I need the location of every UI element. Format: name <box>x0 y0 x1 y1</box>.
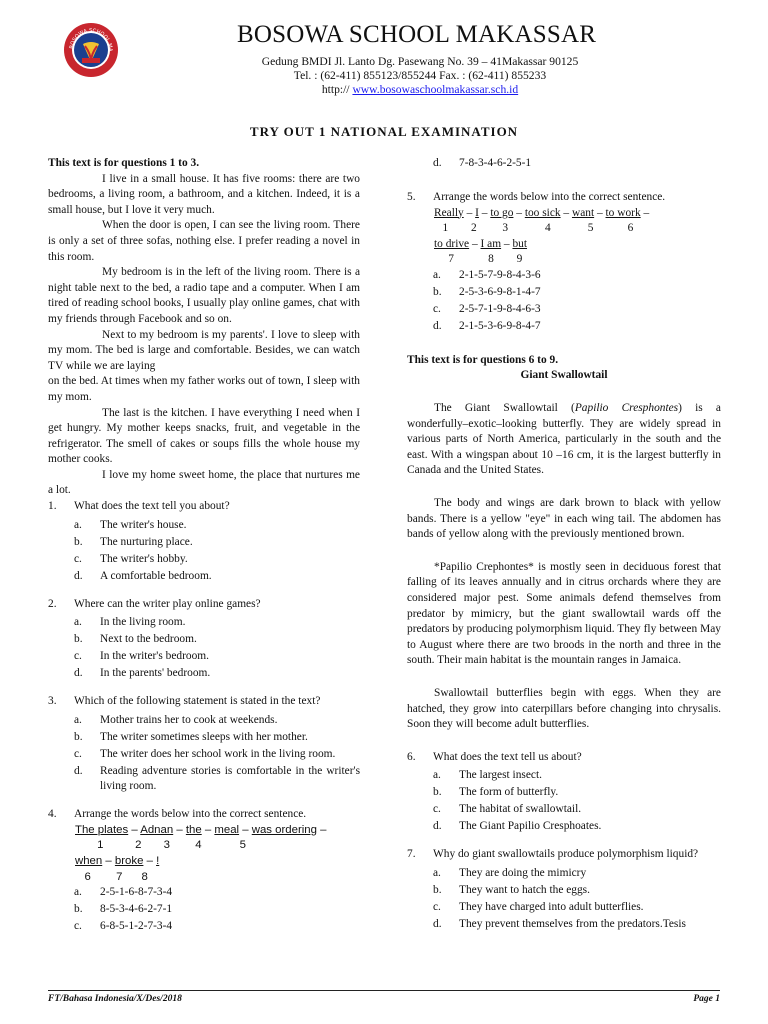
option[interactable]: b. The form of butterfly. <box>433 786 559 799</box>
option[interactable]: c. The writer does her school work in the living room. <box>74 747 336 760</box>
footer-divider <box>48 990 720 991</box>
page-number: Page 1 <box>693 994 720 1004</box>
option[interactable]: a. 2-1-5-7-9-8-4-3-6 <box>433 268 541 281</box>
option[interactable]: d. 7-8-3-4-6-2-5-1 <box>433 157 532 169</box>
question-1: 1. What does the text tell you about? <box>48 500 230 513</box>
logo-text: BOSOWA SCHOOL MA <box>68 27 114 52</box>
paragraph: When the door is open, I can see the living room. There is only a set of three sofas, nothing else. I prefer reading a novel in this room. <box>48 219 360 263</box>
option[interactable]: b. The writer sometimes sleeps with her mother. <box>74 730 308 743</box>
option[interactable]: a. They are doing the mimicry <box>433 866 587 879</box>
option[interactable]: b. The nurturing place. <box>74 535 193 548</box>
option[interactable]: b. 8-5-3-4-6-2-7-1 <box>74 903 173 916</box>
option[interactable]: a. The writer's house. <box>74 518 187 531</box>
options-q7 <box>433 866 721 933</box>
option[interactable]: b. Next to the bedroom. <box>74 633 197 646</box>
paragraph: My bedroom is in the left of the living room. There is a night table next to the bed, a radio tape and a computer. When I am tired of reading school books, I usually play online games, chat with my friends through Facebook and so on. <box>48 266 360 325</box>
question-5: 5. Arrange the words below into the correct sentence. <box>407 190 666 203</box>
word-row-2: to drive – I am – but <box>434 237 528 250</box>
option[interactable]: a. 2-5-1-6-8-7-3-4 <box>74 886 173 899</box>
paragraph: Swallowtail butterflies begin with eggs. When they are hatched, they grow into caterpillars before changing into chrysalis. Soon they will become adult butterflies. <box>407 686 721 731</box>
paragraph: Next to my bedroom is my parents'. I love to sleep with my mom. The bed is large and comfortable. Besides, we can watch TV while we are laying <box>48 328 360 372</box>
address-line-1: Gedung BMDI Jl. Lanto Dg. Pasewang No. 39 – 41Makassar 90125 <box>261 55 579 68</box>
options-q1 <box>74 518 360 585</box>
footer-code: FT/Bahasa Indonesia/X/Des/2018 <box>48 994 182 1004</box>
question-4: 4. Arrange the words below into the correct sentence. <box>48 808 307 821</box>
text-intro-2: This text is for questions 6 to 9. <box>407 353 559 366</box>
exam-title: TRY OUT 1 NATIONAL EXAMINATION <box>249 124 519 139</box>
paragraph: The last is the kitchen. I have everything I need when I get hungry. My mother keeps snacks, fruit, and vegetable in the refrigerator. The smell of cakes or soups fills the whole house my mother cooks. <box>48 406 360 466</box>
options-q4-cont <box>433 156 721 172</box>
options-q4 <box>74 885 360 935</box>
paragraph: on the bed. At times when my father works out of town, I sleep with my mom. <box>48 375 360 403</box>
option[interactable]: c. 2-5-7-1-9-8-4-6-3 <box>433 302 541 315</box>
option[interactable]: d. They prevent themselves from the predators.Tesis <box>433 917 686 930</box>
option[interactable]: d. In the parents' bedroom. <box>74 667 211 680</box>
website-line <box>150 82 690 97</box>
word-numbers-1: 1 2 3 4 5 <box>75 839 246 852</box>
school-name: BOSOWA SCHOOL MAKASSAR <box>237 21 597 48</box>
option[interactable]: c. They have charged into adult butterflies. <box>433 900 644 913</box>
option[interactable]: c. 6-8-5-1-2-7-3-4 <box>74 920 173 933</box>
option[interactable]: a. In the living room. <box>74 616 186 629</box>
left-column <box>48 156 360 936</box>
word-numbers-2: 7 8 9 <box>434 253 523 266</box>
paragraph: The body and wings are dark brown to black with yellow bands. There is a yellow "eye" in each wing tail. The abdomen has bands of yellow along with the previously mentioned brown. <box>407 497 721 541</box>
option[interactable]: b. 2-5-3-6-9-8-1-4-7 <box>433 285 541 298</box>
option[interactable]: d. A comfortable bedroom. <box>74 569 212 582</box>
question-6: 6. What does the text tell us about? <box>407 750 582 763</box>
web-prefix: http:// <box>321 83 350 96</box>
paragraph: *Papilio Crephontes* is mostly seen in deciduous forest that falling of its leaves annually and in citrus orchards where they are considered major pest. Some animals defend themselves from predator by mimicry, but the giant swallowtail wards off the predators by producing polymorphism liquid. They fly between May to August where there are two broods in the north and three in the south. Their main habitat is the mountain ranges in Jamaica. <box>407 560 721 667</box>
option[interactable]: d. Reading adventure stories is comfortable in the writer's living room. <box>74 764 360 793</box>
school-logo <box>63 22 119 78</box>
option[interactable]: a. Mother trains her to cook at weekends. <box>74 713 278 726</box>
question-2: 2. Where can the writer play online games? <box>48 597 261 610</box>
paragraph: I live in a small house. It has five rooms: there are two bedrooms, a living room, a bathroom, and a kitchen. Indeed, it is a small house, but I love it very much. <box>48 172 360 216</box>
word-row-1: Really – I – to go – too sick – want – to work – <box>434 206 650 219</box>
option[interactable]: d. The Giant Papilio Cresphoates. <box>433 820 602 833</box>
question-3: 3. Which of the following statement is stated in the text? <box>48 695 321 708</box>
right-column <box>407 156 721 934</box>
word-row-1: The plates – Adnan – the – meal – was ordering – <box>75 823 327 836</box>
options-q5 <box>433 268 721 335</box>
options-q6 <box>433 768 721 835</box>
text-intro: This text is for questions 1 to 3. <box>48 157 200 169</box>
options-q3 <box>74 713 360 795</box>
word-numbers-1: 1 2 3 4 5 6 <box>434 222 634 235</box>
option[interactable]: c. The habitat of swallowtail. <box>433 803 582 816</box>
word-numbers-2: 6 7 8 <box>75 870 148 883</box>
website-link[interactable]: www.bosowaschoolmakassar.sch.id <box>352 83 519 96</box>
address-line-2: Tel. : (62-411) 855123/855244 Fax. : (62-411) 855233 <box>293 69 547 82</box>
option[interactable]: d. 2-1-5-3-6-9-8-4-7 <box>433 319 541 332</box>
text-subtitle: Giant Swallowtail <box>520 369 608 382</box>
paragraph: The Giant Swallowtail (Papilio Cresphontes) is a wonderfully–exotic–looking butterfly. They are widely spread in various parts of North America, particularly in the south and the east. With a wingspan about 10 –16 cm, it is the largest butterfly in Canada and the United States. <box>407 402 721 477</box>
option[interactable]: a. The largest insect. <box>433 769 542 782</box>
option[interactable]: c. The writer's hobby. <box>74 552 188 565</box>
option[interactable]: c. In the writer's bedroom. <box>74 650 209 663</box>
question-7: 7. Why do giant swallowtails produce polymorphism liquid? <box>407 848 699 861</box>
word-row-2: when – broke – ! <box>75 855 160 868</box>
options-q2 <box>74 615 360 682</box>
option[interactable]: b. They want to hatch the eggs. <box>433 883 590 896</box>
paragraph: I love my home sweet home, the place that nurtures me a lot. <box>48 468 360 497</box>
